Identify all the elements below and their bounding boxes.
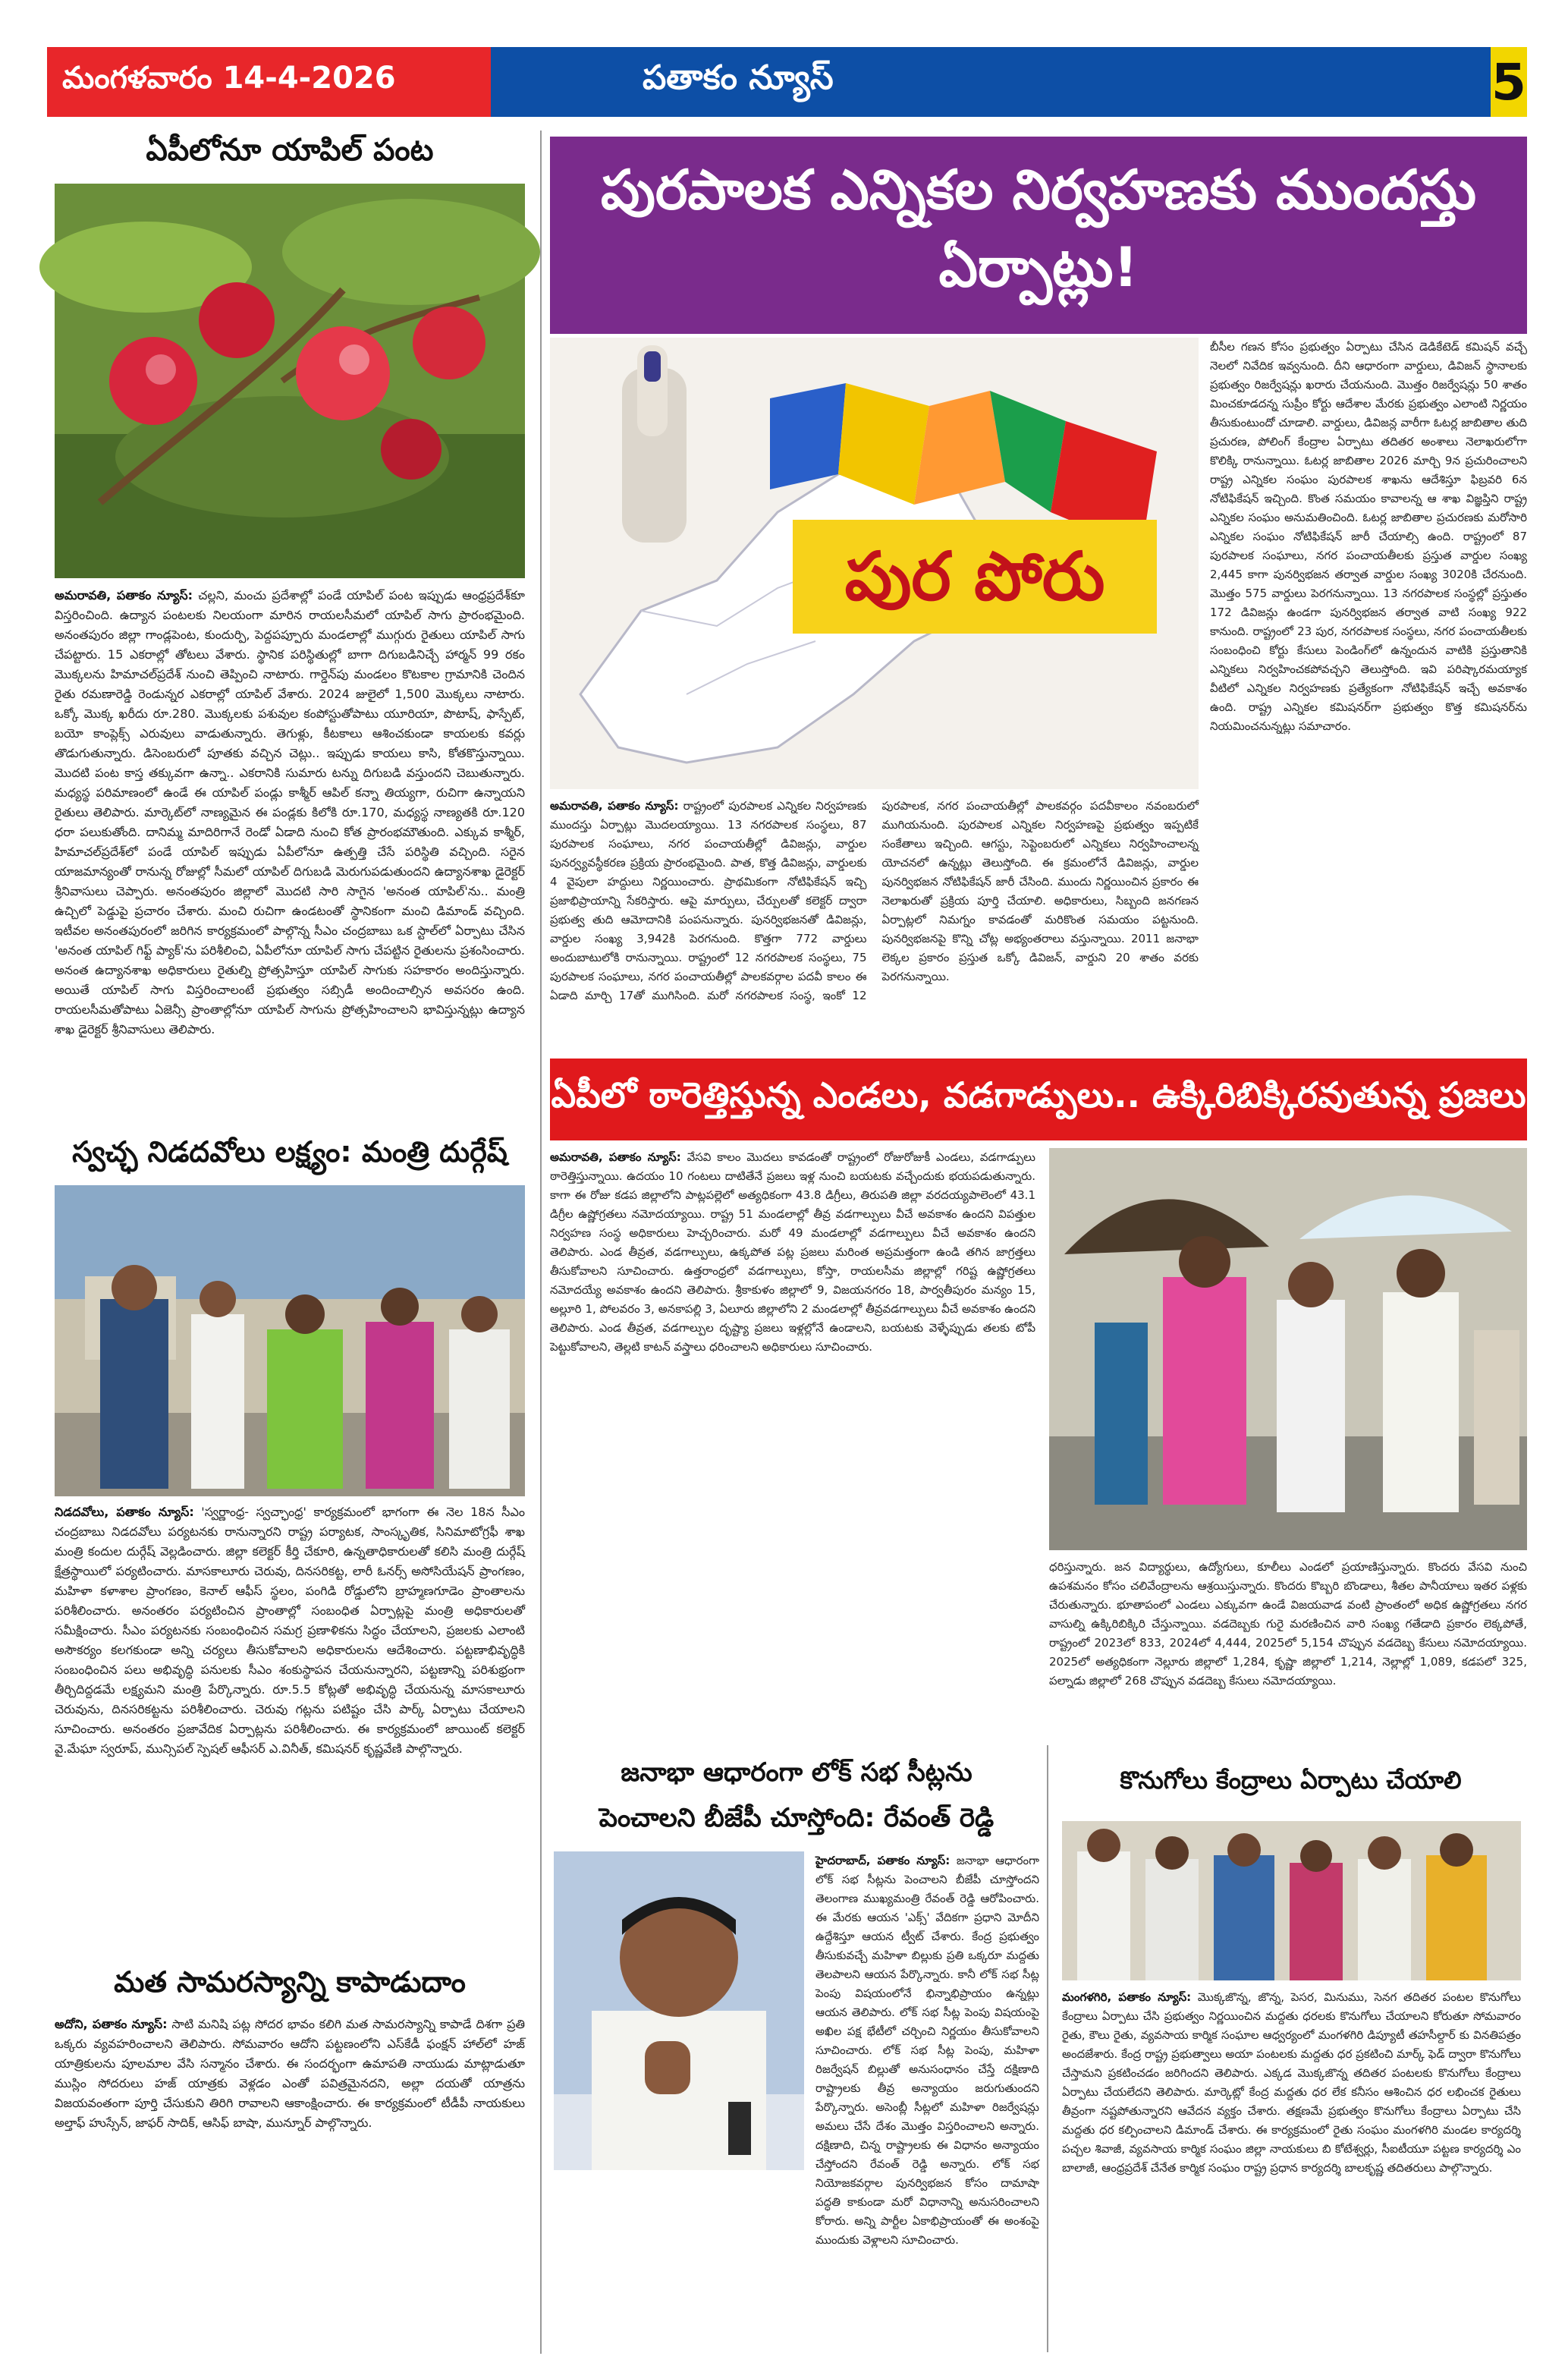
- story-municipal-body: [550, 797, 1199, 1032]
- apple-tree-photo: [55, 184, 525, 578]
- revanth-image: [554, 1851, 804, 2170]
- story-procurement-body: [1062, 1988, 1521, 2352]
- bottom-divider: [1047, 1745, 1048, 2352]
- heat-umbrella-image: [1049, 1148, 1527, 1550]
- masthead-paper-name: పతాకం న్యూస్: [491, 47, 1491, 117]
- farmers-petition-image: [1062, 1821, 1521, 1980]
- farmers-petition-photo: [1062, 1821, 1521, 1980]
- story-nidadavolu-body: [55, 1502, 525, 1955]
- story-heat-byline: అమరావతి, పతాకం న్యూస్:: [550, 1150, 681, 1164]
- story-revanth-headline-1: జనాభా ఆధారంగా లోక్ సభ సీట్లను: [621, 1757, 973, 1788]
- story-heat-headline: ఏపీలో ఠారెత్తిస్తున్న ఎండలు, వడగాడ్పులు.. ఉక్కిరిబిక్కిరవుతున్న ప్రజలు: [550, 1059, 1527, 1140]
- story-municipal: [550, 137, 1527, 1002]
- story-religion: [47, 1961, 533, 2356]
- story-procurement-byline: మంగళగిరి, పతాకం న్యూస్:: [1062, 1990, 1192, 2004]
- story-revanth-text: జనాభా ఆధారంగా లోక్ సభ సీట్లను పెంచాలని బీజేపీ చూస్తోందని తెలంగాణ ముఖ్యమంత్రి రేవంత్ రెడ్డి ఆరోపించారు. ఈ మేరకు ఆయన 'ఎక్స్' వేదికగా ప్రధాని మోదీని ఉద్దేశిస్తూ ఆయన ట్వీట్ చేశారు. కేంద్ర ప్రభుత్వం తీసుకువచ్చే మహిళా బిల్లుకు ప్రతి ఒక్కరూ మద్దతు తెలపాలని ఆయన పేర్కొన్నారు. కానీ లోక్ సభ సీట్ల పెంపు విషయంలోనే భిన్నాభిప్రాయం ఉన్నట్లు ఆయన తెలిపారు. లోక్ సభ సీట్ల పెంపు విషయంపై అఖిల పక్ష భేటీలో చర్చించి నిర్ణయం తీసుకోవాలని సూచించారు. లోక్ సభ సీట్ల పెంపు, మహిళా రిజర్వేషన్ బిల్లుతో అనుసంధానం చేస్తే దక్షిణాది రాష్ట్రాలకు తీవ్ర అన్యాయం జరుగుతుందని పేర్కొన్నారు. అసెంబ్లీ సీట్లలో మహిళా రిజర్వేషన్లు అమలు చేసే దేశం మొత్తం విస్తరించాలని అన్నారు. దక్షిణాది, చిన్న రాష్ట్రాలకు ఈ విధానం అన్యాయం చేస్తోందని రేవంత్ రెడ్డి అన్నారు. లోక్ సభ నియోజకవర్గాల పునర్విభజన కోసం దామాషా పద్ధతి కాకుండా మరో విధానాన్ని అనుసరించాలని కోరారు. అన్ని పార్టీల ఏకాభిప్రాయంతో ఈ అంశంపై ముందుకు వెళ్లాలని సూచించారు.: [815, 1854, 1039, 2247]
- pura-poru-caption: పుర పోరు: [844, 537, 1105, 615]
- story-religion-body: [55, 2015, 525, 2348]
- story-nidadavolu-byline: నిడదవోలు, పతాకం న్యూస్:: [55, 1505, 194, 1519]
- minister-visit-image: [55, 1185, 525, 1496]
- story-municipal-body-right: బీసీల గణన కోసం ప్రభుత్వం ఏర్పాటు చేసిన డెడికేటెడ్ కమిషన్ వచ్చే నెలలో నివేదిక ఇవ్వనుంది. దీని ఆధారంగా వార్డులు, డివిజన్ స్థానాలకు ప్రభుత్వం రిజర్వేషన్లు ఖరారు చేయనుంది. మొత్తం రిజర్వేషన్లు 50 శాతం మించకూడదన్న సుప్రీం కోర్టు ఆదేశాల మేరకు ప్రభుత్వం ఎలాంటి నిర్ణయం తీసుకుంటుందో చూడాలి. వార్డులు, డివిజన్ల వారీగా ఓటర్ల జాబితాల తుది ప్రచురణ, పోలింగ్ కేంద్రాల ఏర్పాటు తదితర అంశాలు నెలాఖరులోగా కొలిక్కి రానున్నాయి. ఓటర్ల జాబితాల 2026 మార్చి 9న ప్రచురించాలని రాష్ట్ర ఎన్నికల సంఘం పురపాలక శాఖను ఆదేశిస్తూ ఫిబ్రవరి 6న నోటిఫికేషన్ ఇచ్చింది. కొంత సమయం కావాలన్న ఆ శాఖ విజ్ఞప్తిని రాష్ట్ర ఎన్నికల సంఘం అనుమతించింది. ఓటర్ల జాబితాల ప్రచురణకు మరోసారి ఎన్నికల సంఘం నోటిఫికేషన్ జారీ చేయాల్సి ఉంది. రాష్ట్రంలో 87 పురపాలక సంఘాలు, నగర పంచాయతీలకు ప్రస్తుత వార్డుల సంఖ్య 2,445 కాగా పునర్విభజన తర్వాత వార్డుల సంఖ్య 3020కి చేరనుంది. మొత్తం 575 వార్డులు పెరగనున్నాయి. 13 నగరపాలక సంస్థల్లో ప్రస్తుతం 172 డివిజన్లు ఉండగా పునర్విభజన తర్వాత వాటి సంఖ్య 922 కానుంది. రాష్ట్రంలో 23 పుర, నగరపాలక సంస్థలు, నగర పంచాయతీలకు సంబంధించి కోర్టు కేసులు పెండింగ్‌లో ఉన్నందున వాటికి ప్రస్తుతానికి ఎన్నికలు నిర్వహించకపోవచ్చని తెలుస్తోంది. ఇవి పరిష్కారమయ్యాక వీటిలో ఎన్నికల నిర్వహణకు ప్రత్యేకంగా నోటిఫికేషన్ ఇచ్చే అవకాశం ఉంది. రాష్ట్ర ఎన్నికల కమిషనర్‌గా ప్రభుత్వం కొత్త కమిషనర్‌ను నియమించనున్నట్లు సమాచారం.: [1210, 340, 1527, 733]
- story-apple-headline: ఏపీలోనూ యాపిల్ పంట: [146, 133, 434, 168]
- apple-tree-image: [55, 184, 525, 578]
- story-revanth: [550, 1745, 1043, 2360]
- story-apple-body: [55, 586, 525, 1128]
- story-municipal-text: రాష్ట్రంలో పురపాలక ఎన్నికల నిర్వహణకు ముందస్తు ఏర్పాట్లు మొదలయ్యాయి. 13 నగరపాలక సంస్థలు, 87 పురపాలక సంఘాలు, నగర పంచాయతీల్లో డివిజన్లు, వార్డుల పునర్వ్యవస్థీకరణ ప్రక్రియ ప్రారంభమైంది. పాత, కొత్త డివిజన్లు, వార్డులకు 4 వైపులా హద్దులు నిర్ణయించారు. ప్రాథమికంగా నోటిఫికేషన్ ఇచ్చి ప్రజాభిప్రాయాన్ని సేకరిస్తారు. ఆపై మార్పులు, చేర్పులతో కలెక్టర్ ద్వారా ప్రభుత్వ తుది ఆమోదానికి పంపనున్నారు. పునర్విభజనతో డివిజన్లు, వార్డుల సంఖ్య 3,942కి పెరగనుంది. కొత్తగా 772 వార్డులు అందుబాటులోకి రానున్నాయి. రాష్ట్రంలో 12 నగరపాలక సంస్థలు, 75 పురపాలక సంఘాలు, నగర పంచాయతీల్లో పాలకవర్గాల పదవీ కాలం ఈ ఏడాది మార్చి 17తో ముగిసింది. మరో నగరపాలక సంస్థ, ఇంకో 12 పురపాలక, నగర పంచాయతీల్లో పాలకవర్గం పదవీకాలం నవంబరులో ముగియనుంది. పురపాలక ఎన్నికల నిర్వహణపై ప్రభుత్వం ఇప్పటికే సంకేతాలు ఇచ్చింది. ఆగస్టు, సెప్టెంబరులో ఎన్నికలు నిర్వహించాలన్న యోచనలో ఉన్నట్లు తెలుస్తోంది. ఈ క్రమంలోనే డివిజన్లు, వార్డుల పునర్విభజన నోటిఫికేషన్ జారీ చేసింది. ముందు నిర్ణయించిన ప్రకారం ఈ నెలాఖరుతో ప్రక్రియ పూర్తి చేయాలి. అధికారులు, సిబ్బంది జనగణన ఏర్పాట్లలో నిమగ్నం కావడంతో మరికొంత సమయం పట్టనుంది. పునర్విభజనపై కొన్ని చోట్ల అభ్యంతరాలు వస్తున్నాయి. 2011 జనాభా లెక్కల ప్రకారం ప్రస్తుత ఒక్కో డివిజన్, వార్డుని 20 శాతం వరకు పెరగనున్నాయి.: [550, 799, 1199, 1002]
- story-revanth-body-top: [815, 1851, 1039, 2247]
- story-heat-body: [550, 1148, 1035, 1725]
- story-apple-byline: అమరావతి, పతాకం న్యూస్:: [55, 588, 193, 602]
- story-heat: [550, 1051, 1527, 1734]
- masthead-page-number: 5: [1491, 47, 1527, 117]
- story-procurement-headline: కొనుగోలు కేంద్రాలు ఏర్పాటు చేయాలి: [1120, 1766, 1462, 1795]
- story-nidadavolu-headline: స్వచ్ఛ నిడదవోలు లక్ష్యం: మంత్రి దుర్గేష్: [72, 1135, 507, 1169]
- minister-visit-photo: [55, 1185, 525, 1496]
- column-divider: [540, 131, 542, 2354]
- masthead-date: మంగళవారం 14-4-2026: [47, 47, 491, 117]
- story-revanth-byline: హైదరాబాద్, పతాకం న్యూస్:: [815, 1854, 951, 1867]
- story-municipal-byline: అమరావతి, పతాకం న్యూస్:: [550, 799, 679, 813]
- story-religion-headline: మత సామరస్యాన్ని కాపాడుదాం: [114, 1965, 466, 1999]
- story-religion-byline: అదోని, పతాకం న్యూస్:: [55, 2017, 168, 2031]
- story-nidadavolu-text: 'స్వర్ణాంధ్ర- స్వచ్ఛాంధ్ర' కార్యక్రమంలో భాగంగా ఈ నెల 18న సీఎం చంద్రబాబు నిడదవోలు పర్యటనకు రానున్నారని రాష్ట్ర పర్యాటక, సాంస్కృతిక, సినిమాటోగ్రఫీ శాఖ మంత్రి కందుల దుర్గేష్ వెల్లడించారు. జిల్లా కలెక్టర్ కీర్తి చేకూరి, ఉన్నతాధికారులతో కలిసి మంత్రి దుర్గేష్ క్షేత్రస్థాయిలో పర్యటించారు. మాసకాలూరు చెరువు, దినసరికట్ట, లారీ ఓనర్స్ అసోసియేషన్ ప్రాంగణం, మహిళా కళాశాల ప్రాంగణం, కెనాల్ ఆఫీస్ స్థలం, పంగిడి రోడ్డులోని బ్రాహ్మణగూడెం ప్రాంతాలను పరిశీలించారు. అనంతరం పర్యటించిన ప్రాంతాల్లో సంబంధిత ఏర్పాట్లపై మంత్రి అధికారులతో సమీక్షించారు. సీఎం పర్యటనకు సంబంధించిన సమగ్ర ప్రణాళికను సిద్ధం చేయాలని, ప్రజలకు ఎలాంటి అసౌకర్యం కలగకుండా అన్ని చర్యలు తీసుకోవాలని అధికారులను ఆదేశించారు. పట్టణాభివృద్ధికి సంబంధించిన పలు అభివృద్ధి పనులకు సీఎం శంకుస్థాపన చేయనున్నారని, పట్టణాన్ని పరిశుభ్రంగా తీర్చిదిద్దడమే లక్ష్యమని మంత్రి పేర్కొన్నారు. రూ.5.5 కోట్లతో అభివృద్ధి చేయనున్న మాసకాలూరు చెరువును, దినసరికట్టను పరిశీలించారు. చెరువు గట్లను పటిష్టం చేసి పార్క్ ఏర్పాటు చేయాలని సూచించారు. అనంతరం ప్రజావేదిక ఏర్పాట్లను పరిశీలించారు. ఈ కార్యక్రమంలో జాయింట్ కలెక్టర్ వై.మేఘా స్వరూప్, మున్సిపల్ స్పెషల్ ఆఫీసర్ ఎ.వినీత్, కమిషనర్ కృష్ణవేణి పాల్గొన్నారు.: [55, 1505, 525, 1756]
- story-apple-text: చల్లని, మంచు ప్రదేశాల్లో పండే యాపిల్ పంట ఇప్పుడు ఆంధ్రప్రదేశ్‌కూ విస్తరించింది. ఉద్యాన పంటలకు నిలయంగా మారిన రాయలసీమలో యాపిల్ సాగు ప్రారంభమైంది. అనంతపురం జిల్లా గాండ్లపెంట, కుందుర్పి, పెద్దపప్పూరు మండలాల్లో ముగ్గురు రైతులు యాపిల్ సాగు చేపట్టారు. 15 ఎకరాల్లో తోటలు వేశారు. స్థానిక పరిస్థితుల్లో బాగా దిగుబడినిచ్చే హార్మన్ 99 రకం మొక్కలను హిమాచల్‌ప్రదేశ్ నుంచి తెప్పించి నాటారు. గార్డెన్‌పు మండలం కొటకాల గ్రామానికి చెందిన రైతు రమణారెడ్డి రెండున్నర ఎకరాల్లో యాపిల్ వేశారు. 2024 జులైలో 1,500 మొక్కలు నాటారు. ఒక్కో మొక్క ఖరీదు రూ.280. మొక్కలకు పశువుల కంపోస్టుతోపాటు యూరియా, పొటాష్, ఫాస్పేట్, బయో కాంప్లెక్స్ ఎరువులు వాడుతున్నారు. తెగుళ్లు, కీటకాలు ఆశించకుండా కాయలకు కవర్లు తొడుగుతున్నారు. డిసెంబరులో పూతకు వచ్చిన చెట్లు.. ఇప్పుడు కాయలు కాసి, కోతకొస్తున్నాయి. మొదటి పంట కాస్త తక్కువగా ఉన్నా.. ఎకరానికి సుమారు టన్ను దిగుబడి వస్తుందని చెబుతున్నారు. మధ్యస్థ పరిమాణంలో ఉండే ఈ యాపిల్ పండ్లు కాశ్మీర్ ఆపిల్ కన్నా తియ్యగా, రుచిగా ఉన్నాయని రైతులు తెలిపారు. మార్కెట్‌లో నాణ్యమైన ఈ పండ్లకు కిలోకి రూ.170, మధ్యస్థ నాణ్యతకి రూ.120 ధరా పలుకుతోంది. దానిమ్మ మాదిరిగానే రెండో ఏడాది నుంచి కోత ప్రారంభమౌతుంది. ఎక్కువ కాశ్మీర్, హిమాచల్‌ప్రదేశ్‌లో పండే యాపిల్ ఇప్పుడు ఏపీలోనూ ఉత్పత్తి చేసే పరిస్థితి వచ్చింది. సరైన యాజమాన్యంతో రానున్న రోజుల్లో సీమలో యాపిల్ దిగుబడి మెరుగుపడుతుందని ఉద్యానశాఖ డైరెక్టర్ శ్రీనివాసులు చెప్పారు. అనంతపురం జిల్లాలో మొదటి సారి సాగైన 'అనంత యాపిల్'ను.. మంత్రి ఉచ్చిలో పెడ్డుపై ప్రచారం చేశారు. మంచి రుచిగా ఉండటంతో స్థానికంగా మంచి డిమాండ్ వచ్చింది. ఇటీవల అనంతపురంలో జరిగిన కార్యక్రమంలో పాల్గొన్న సీఎం చంద్రబాబు ఒక స్టాల్‌లో ఏర్పాటు చేసిన 'అనంత యాపిల్ గిఫ్ట్ ప్యాక్'ను పరిశీలించి, ఏపీలోనూ యాపిల్ సాగు చేపట్టిన రైతులను ప్రశంసించారు. అనంత ఉద్యానశాఖ అధికారులు రైతుల్ని ప్రోత్సహిస్తూ యాపిల్ సాగుకు సహకారం అందిస్తున్నారు. అయితే యాపిల్ సాగు విస్తరించాలంటే ప్రభుత్వం సబ్సిడీ అందించాల్సిన అవసరం ఉంది. రాయలసీమతోపాటు ఏజెన్సీ ప్రాంతాల్లోనూ యాపిల్ సాగును ప్రోత్సహించాలని భావిస్తున్నట్లు ఉద్యాన శాఖ డైరెక్టర్ శ్రీనివాసులు తెలిపారు.: [55, 588, 525, 1037]
- story-nidadavolu: [47, 1131, 533, 1958]
- pura-poru-graphic: [550, 338, 1199, 789]
- story-heat-text: వేసవి కాలం మొదలు కావడంతో రాష్ట్రంలో రోజురోజుకీ ఎండలు, వడగాడ్పులు ఠారెత్తిస్తున్నాయి. ఉదయం 10 గంటలు దాటితేనే ప్రజలు ఇళ్ల నుంచి బయటకు వచ్చేందుకు భయపడుతున్నారు. కాగా ఈ రోజు కడప జిల్లాలోని పాట్లపల్లెలో అత్యధికంగా 43.8 డిగ్రీలు, తిరుపతి జిల్లా వరదయ్యపాలెంలో 43.1 డిగ్రీల ఉష్ణోగ్రతలు నమోదయ్యాయి. రాష్ట్ర 51 మండలాల్లో తీవ్ర వడగాల్పులు వీచే అవకాశం ఉందని విపత్తుల నిర్వహణ సంస్థ అధికారులు హెచ్చరించారు. మరో 49 మండలాల్లో వడగాల్పులు వీచే అవకాశం ఉందని తెలిపారు. ఎండ తీవ్రత, వడగాల్పులు, ఉక్కపోత పట్ల ప్రజలు మరింత అప్రమత్తంగా ఉండి తగిన జాగ్రత్తలు తీసుకోవాలని సూచించారు. ఉత్తరాంధ్రలో వడగాల్పులు, కోస్తా, రాయలసీమ జిల్లాల్లో గరిష్ట ఉష్ణోగ్రతలు నమోదయ్యే అవకాశం ఉందని తెలిపారు. శ్రీకాకుళం జిల్లాలో 9, విజయనగరం 18, పార్వతీపురం మన్యం 15, అల్లూరి 1, పోలవరం 3, అనకాపల్లి 3, ఏలూరు జిల్లాలోని 2 మండలాల్లో తీవ్రవడగాల్పులు వీచే అవకాశం ఉందని తెలిపారు. ఎండ తీవ్రత, వడగాల్పుల దృష్ట్యా ప్రజలు ఇళ్లల్లోనే ఉండాలని, బయటకు వెళ్ళేప్పుడు తలకు టోపీ పెట్టుకోవాలని, తెల్లటి కాటన్ వస్త్రాలు ధరించాలని అధికారులు సూచించారు.: [550, 1150, 1035, 1354]
- story-religion-text: సాటి మనిషి పట్ల సోదర భావం కలిగి మత సామరస్యాన్ని కాపాడే దిశగా ప్రతి ఒక్కరు వ్యవహరించాలని తెలిపారు. సోమవారం ఆదోని పట్టణంలోని ఎస్‌కేడీ ఫంక్షన్ హాల్‌లో హజ్ యాత్రికులను పూలమాల వేసి సన్మానం చేశారు. ఈ సందర్భంగా ఉమాపతి నాయుడు మాట్లాడుతూ ముస్లిం సోదరులు హజ్ యాత్రకు వెళ్లడం ఎంతో పవిత్రమైనదని, అల్లా దయతో యాత్రను విజయవంతంగా పూర్తి చేసుకుని తిరిగి రావాలని ఆకాంక్షించారు. ఈ కార్యక్రమంలో టీడీపీ నాయకులు అల్తాఫ్ హుస్సేన్, జాఫర్ సాదిక్, ఆసిఫ్ బాషా, మున్నూర్ పాల్గొన్నారు.: [55, 2017, 525, 2130]
- story-procurement: [1054, 1745, 1527, 2360]
- story-procurement-text: మొక్కజొన్న, జొన్న, పెసర, మినుము, సెనగ తదితర పంటల కొనుగోలు కేంద్రాలు ఏర్పాటు చేసి ప్రభుత్వం నిర్ణయించిన మద్దతు ధరలకు కొనుగోలు చేయాలని కోరుతూ సోమవారం రైతు, కౌలు రైతు, వ్యవసాయ కార్మిక సంఘాల ఆధ్వర్యంలో మంగళగిరి డిప్యూటీ తహసీల్దార్ కు వినతిపత్రం అందజేశారు. కేంద్ర రాష్ట్ర ప్రభుత్వాలు అయా పంటలకు మద్దతు ధర ప్రకటించి మార్క్ ఫెడ్ ద్వారా కొనుగోలు చేస్తామని ప్రకటించడం జరిగిందని తెలిపారు. ఎక్కడ మొక్కజొన్న తదితర పంటలకు కొనుగోలు కేంద్రాలు ఏర్పాటు చేయలేదని తెలిపారు. మార్కెట్లో కేంద్ర మద్దతు ధర లేక కనీసం ఆశించిన ధర లభించక రైతులు తీవ్రంగా నష్టపోతున్నారని ఆవేదన వ్యక్తం చేశారు. తక్షణమే ప్రభుత్వం కొనుగోలు కేంద్రాలు ఏర్పాటు చేసి మద్దతు ధర కల్పించాలని డిమాండ్ చేశారు. ఈ కార్యక్రమంలో రైతు సంఘం మంగళగిరి మండల కార్యదర్శి పచ్చల శివాజీ, వ్యవసాయ కార్మిక సంఘం జిల్లా నాయకులు బి కోటేశ్వర్లు, సీఐటీయూ పట్టణ కార్యదర్శి ఎం బాలాజీ, ఆంధ్రప్రదేశ్ చేనేత కార్మిక సంఘం రాష్ట్ర ప్రధాన కార్యదర్శి బాలకృష్ణ తదితరులు పాల్గొన్నారు.: [1062, 1990, 1521, 2175]
- story-revanth-headline-2: పెంచాలని బీజేపీ చూస్తోంది: రేవంత్ రెడ్డి: [599, 1803, 995, 1833]
- story-heat-body-right: ధరిస్తున్నారు. జన విద్యార్థులు, ఉద్యోగులు, కూలీలు ఎండలో ప్రయాణిస్తున్నారు. కొందరు వేసవి నుంచి ఉపశమనం కోసం చలివేంద్రాలను ఆశ్రయిస్తున్నారు. కొందరు కొబ్బరి బొండాలు, శీతల పానీయాలు ఇతర పళ్లకు చేరుతున్నారు. భూతాపంలో ఎండలు ఎక్కువగా ఉండే విజయవాడ వంటి ప్రాంతంలో అధిక ఉష్ణోగ్రతలు నగర వాసుల్ని ఉక్కిరిబిక్కిరి చేస్తున్నాయి. వడదెబ్బకు గురై మరణించిన వారి సంఖ్య గతేడాది ప్రకారం లెక్కపోతే, రాష్ట్రంలో 2023లో 833, 2024లో 4,444, 2025లో 5,154 చొప్పున వడదెబ్బ కేసులు నమోదయ్యాయి. 2025లో అత్యధికంగా నెల్లూరు జిల్లాలో 1,284, కృష్ణా జిల్లాలో 1,214, నెల్లాల్లో 1,089, కడపలో 325, పల్నాడు జిల్లాలో 268 చొప్పున వడదెబ్బ కేసులు నమోదయ్యాయి.: [1049, 1560, 1527, 1688]
- story-municipal-headline: పురపాలక ఎన్నికల నిర్వహణకు ముందస్తు ఏర్పాట్లు!: [550, 137, 1527, 334]
- pura-poru-image: [550, 338, 1199, 789]
- heat-umbrella-photo: [1049, 1148, 1527, 1550]
- revanth-photo: [554, 1851, 804, 2170]
- story-apple: [47, 131, 533, 1132]
